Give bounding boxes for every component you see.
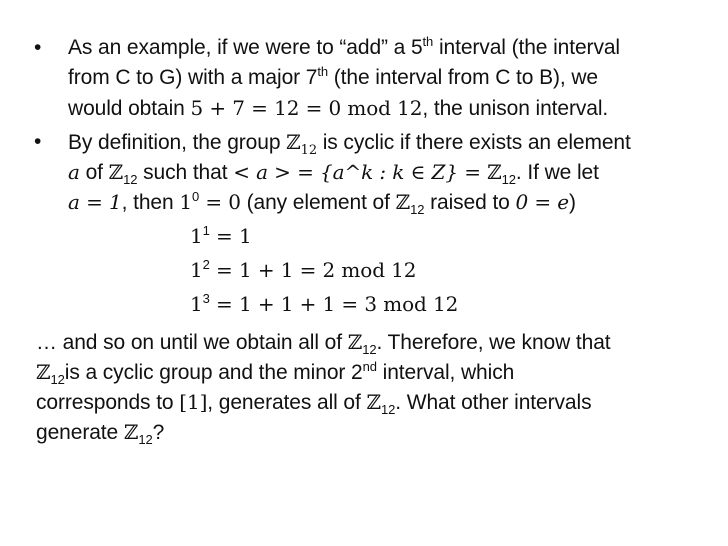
- subscript: 12: [300, 143, 317, 159]
- text: , the unison interval.: [422, 97, 609, 120]
- math-base: 1: [179, 190, 192, 214]
- integers-symbol: ℤ: [36, 360, 51, 384]
- superscript: th: [422, 34, 434, 49]
- para-line4: [36, 418, 164, 447]
- text: is cyclic if there exists an element: [317, 131, 631, 154]
- math-expression: < a > = {a^k : k ∈ Z} =: [233, 160, 488, 184]
- text: . If we let: [515, 161, 599, 184]
- math-expression: 5 + 7 = 12 = 0 mod 12: [190, 96, 423, 120]
- text: is a cyclic group and the minor 2: [64, 361, 363, 384]
- math-expression: = 1: [209, 224, 252, 248]
- text: By definition, the group: [68, 131, 287, 154]
- subscript: 12: [410, 202, 425, 218]
- integers-symbol: ℤ: [286, 130, 301, 154]
- equation-2: [190, 256, 416, 285]
- math-expression: = 0: [199, 190, 241, 214]
- bullet2-line3: [68, 188, 576, 217]
- superscript: nd: [362, 359, 377, 374]
- math-expression: a = 1: [68, 190, 122, 214]
- text: raised to: [424, 191, 516, 214]
- text: ?: [152, 421, 165, 444]
- math-expression: = 1 + 1 + 1 = 3 mod 12: [209, 292, 459, 316]
- integers-symbol: ℤ: [108, 160, 124, 184]
- text: of: [79, 161, 109, 184]
- text: … and so on until we obtain all of: [36, 331, 348, 354]
- equation-1: [190, 222, 252, 251]
- math-expression: = 1 + 1 = 2 mod 12: [209, 258, 417, 282]
- integers-symbol: ℤ: [487, 160, 502, 184]
- math-base: 1: [190, 292, 203, 316]
- text: . What other intervals: [395, 391, 592, 414]
- math-variable: a: [68, 160, 80, 184]
- text: (the interval from C to B), we: [328, 66, 599, 89]
- text: ): [569, 191, 576, 214]
- text: As an example, if we were to “add” a 5: [68, 36, 423, 59]
- math-base: 1: [190, 258, 203, 282]
- math-base: 1: [190, 224, 203, 248]
- subscript: 12: [50, 372, 65, 388]
- subscript: 12: [138, 432, 153, 448]
- para-line3: [36, 388, 591, 417]
- para-line2: [36, 358, 514, 387]
- text: (any element of: [240, 191, 396, 214]
- text: interval, which: [376, 361, 515, 384]
- bullet2-line2: [68, 158, 599, 187]
- math-expression: 0 = e: [515, 190, 570, 214]
- subscript: 12: [362, 342, 377, 358]
- integers-symbol: ℤ: [123, 420, 139, 444]
- bullet1-line3: [68, 94, 608, 123]
- subscript: 12: [123, 172, 138, 188]
- math-expression: [1]: [179, 390, 208, 414]
- text: such that: [137, 161, 234, 184]
- equation-3: [190, 290, 458, 319]
- subscript: 12: [501, 172, 516, 188]
- para-line1: [36, 328, 611, 357]
- text: would obtain: [68, 97, 191, 120]
- superscript: th: [317, 64, 329, 79]
- superscript: 2: [202, 257, 210, 272]
- bullet-marker: •: [34, 36, 42, 59]
- text: , then: [121, 191, 180, 214]
- superscript: 1: [202, 223, 210, 238]
- integers-symbol: ℤ: [395, 190, 411, 214]
- bullet-marker: •: [34, 130, 42, 153]
- bullet2-line1: [68, 128, 631, 157]
- integers-symbol: ℤ: [366, 390, 381, 414]
- integers-symbol: ℤ: [347, 330, 363, 354]
- bullet1-line2: [68, 64, 598, 92]
- text: interval (the interval: [433, 36, 620, 59]
- text: corresponds to: [36, 391, 180, 414]
- subscript: 12: [380, 402, 396, 418]
- superscript: 3: [202, 291, 210, 306]
- text: , generates all of: [207, 391, 367, 414]
- text: from C to G) with a major 7: [68, 66, 318, 89]
- text: generate: [36, 421, 124, 444]
- text: . Therefore, we know that: [376, 331, 611, 354]
- bullet1-line1: [68, 34, 620, 62]
- superscript: 0: [191, 189, 200, 204]
